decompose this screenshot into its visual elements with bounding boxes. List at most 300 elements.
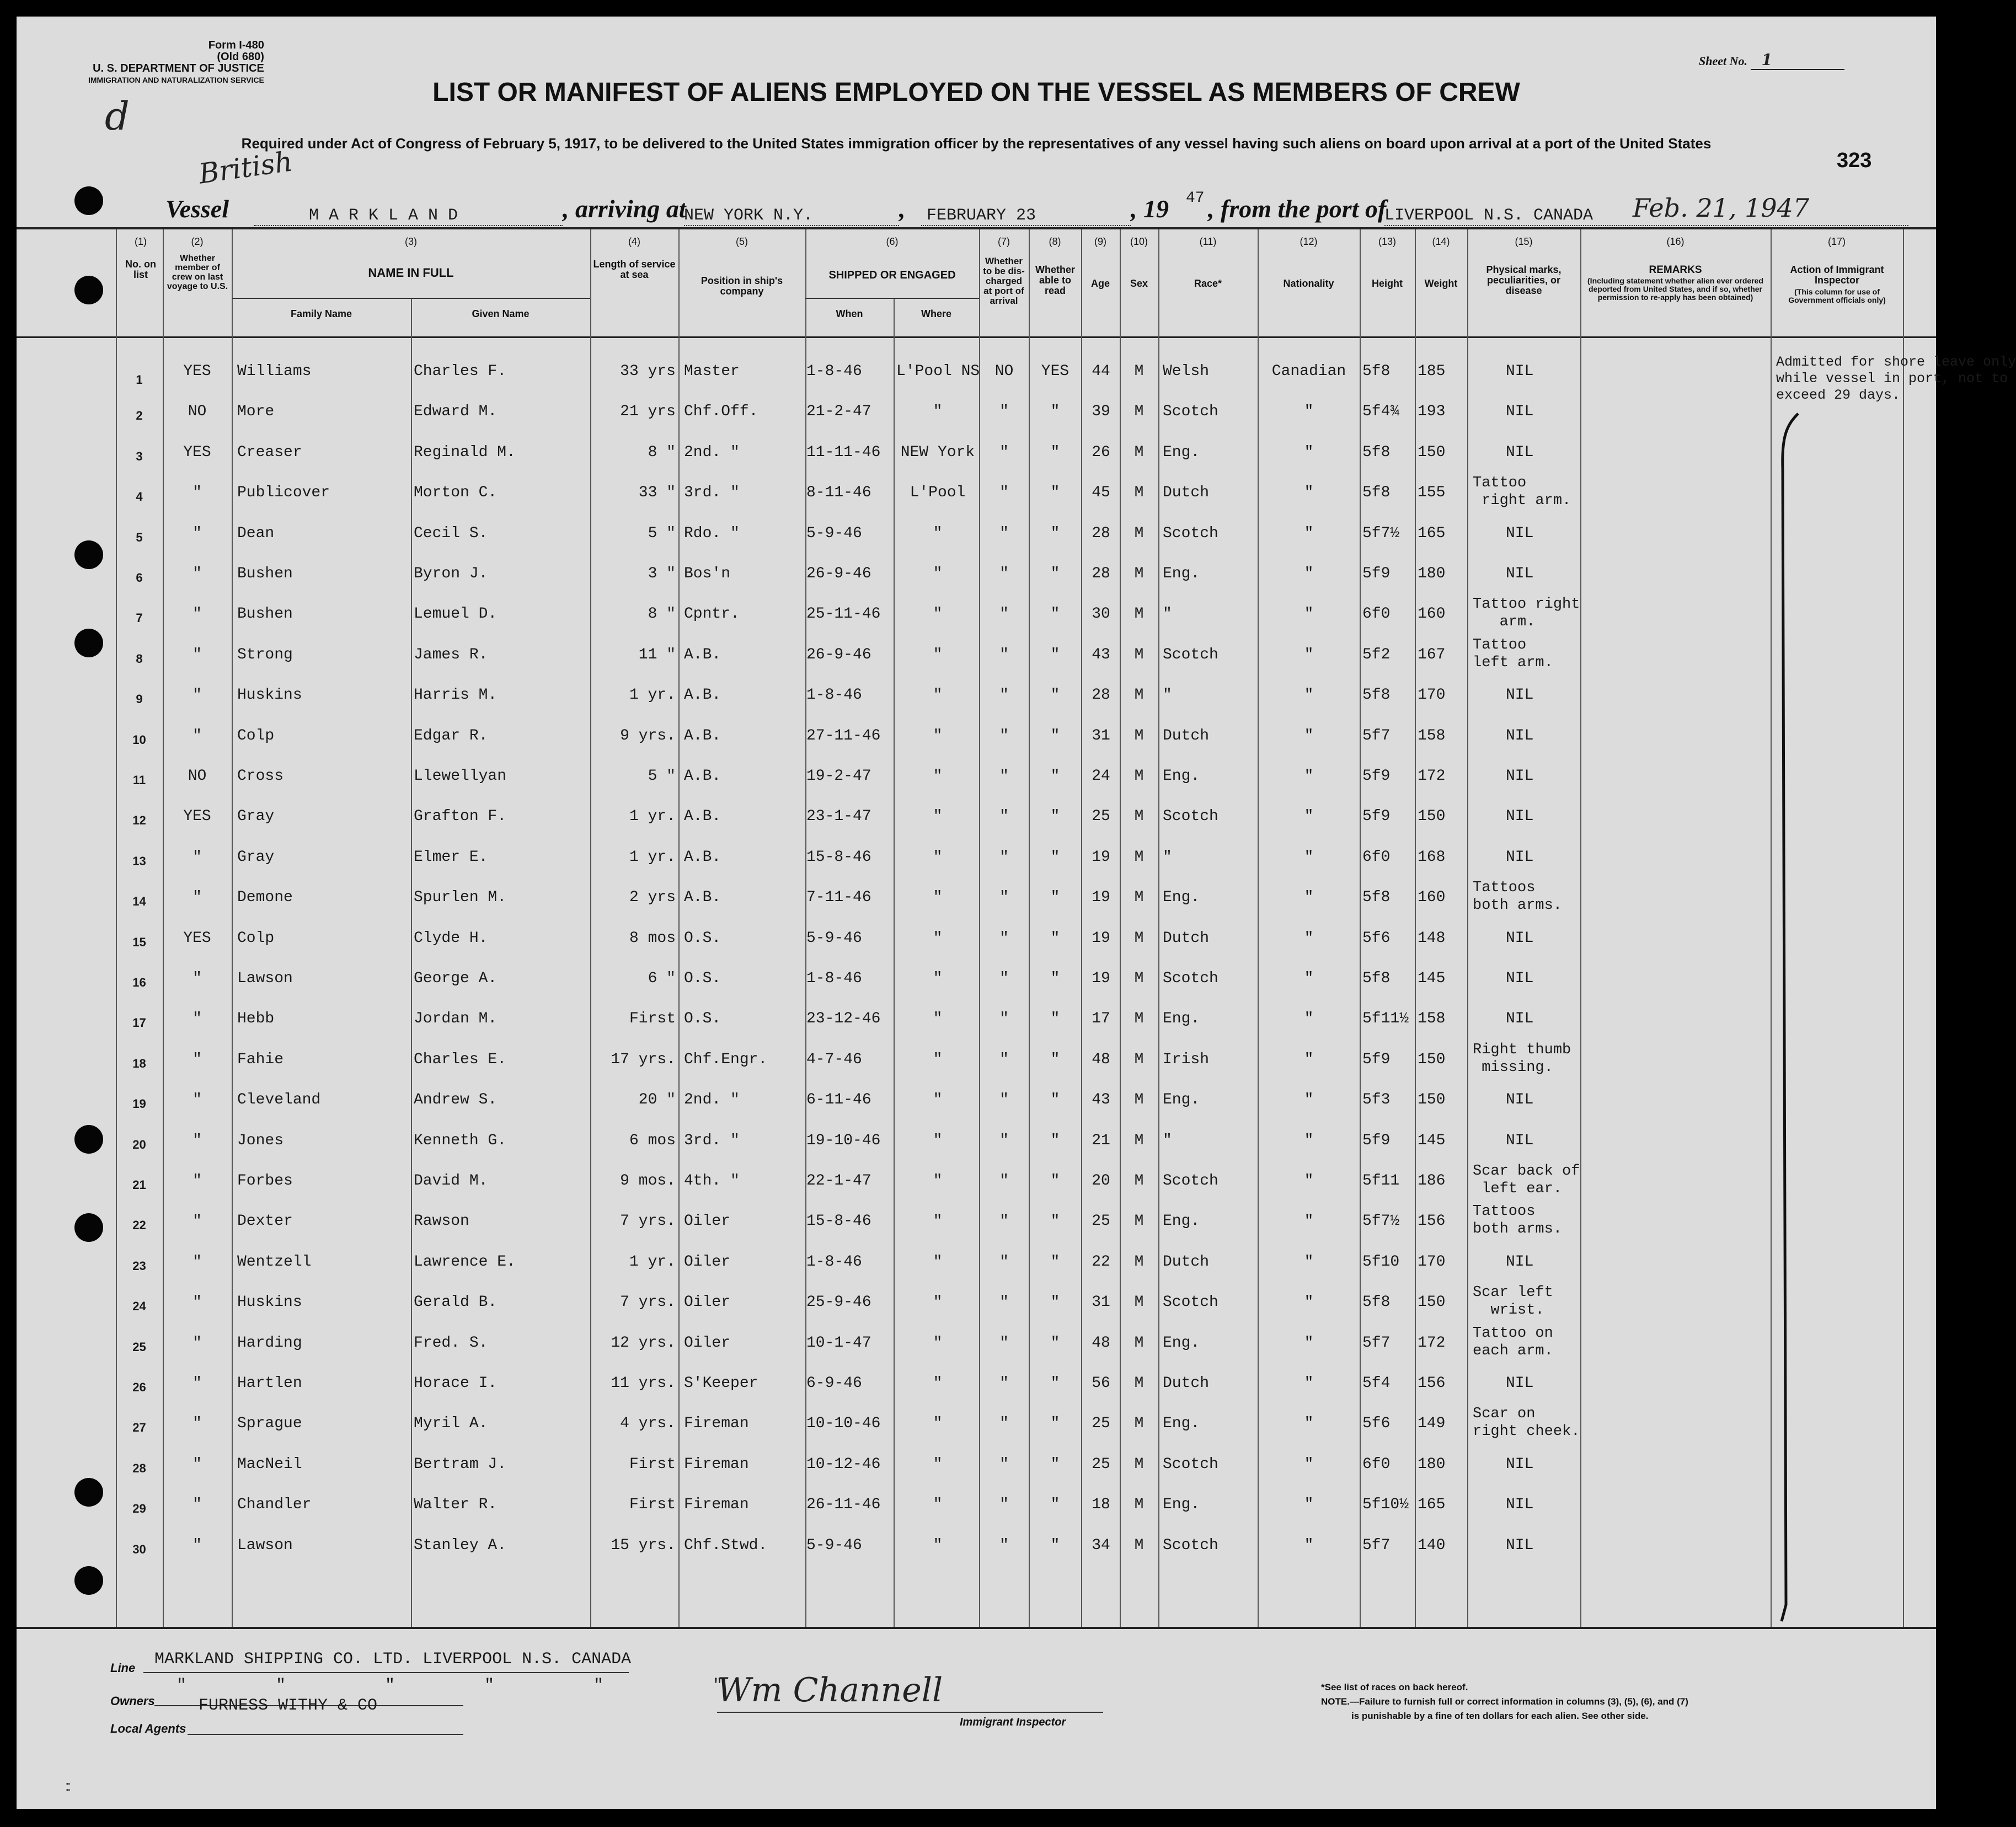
col-physical: Physical marks, peculiarities, or disease — [1486, 264, 1562, 296]
table-row — [17, 1326, 1936, 1364]
cell-position: Oiler — [684, 1253, 731, 1271]
cell-physical-marks: NIL — [1506, 443, 1534, 461]
cell-physical-marks: NIL — [1506, 565, 1534, 582]
cell-sex: M — [1134, 1132, 1144, 1149]
col-num: (9) — [1094, 236, 1106, 247]
cell-row-number: 18 — [132, 1056, 146, 1070]
cell-height: 5f3 — [1362, 1091, 1391, 1109]
cell-able-read: " — [1050, 1375, 1060, 1392]
year-suffix: 47 — [1186, 190, 1205, 207]
cell-able-read: " — [1050, 889, 1060, 907]
cell-when: 1-8-46 — [806, 970, 862, 987]
cell-member: " — [192, 1294, 202, 1311]
cell-weight: 145 — [1418, 1132, 1446, 1149]
cell-height: 5f7½ — [1362, 524, 1400, 542]
table-row — [17, 394, 1936, 433]
table-row — [17, 1366, 1936, 1405]
cell-nationality: " — [1304, 443, 1314, 461]
col-no-on-list: No. on list — [125, 259, 156, 280]
cell-race: " — [1163, 687, 1172, 704]
cell-physical-marks: NIL — [1506, 808, 1534, 826]
cell-member: " — [192, 646, 202, 663]
cell-family-name: Colp — [237, 727, 275, 744]
cell-position: O.S. — [684, 970, 721, 987]
cell-member: " — [192, 524, 202, 542]
cell-discharged: " — [999, 1496, 1009, 1514]
cell-sex: M — [1134, 1091, 1144, 1109]
margin-mark: d — [105, 94, 130, 139]
cell-given-name: Elmer E. — [414, 848, 488, 866]
year-prefix: , 19 — [1131, 195, 1169, 223]
cell-when: 10-10-46 — [806, 1415, 881, 1433]
col-num: (5) — [736, 236, 748, 247]
cell-member: " — [192, 606, 202, 623]
cell-able-read: " — [1050, 1294, 1060, 1311]
cell-age: 56 — [1092, 1375, 1110, 1392]
cell-age: 31 — [1092, 1294, 1110, 1311]
cell-weight: 148 — [1418, 929, 1446, 947]
cell-race: Eng. — [1163, 1091, 1200, 1109]
cell-weight: 150 — [1418, 1051, 1446, 1068]
cell-length-service: 21 yrs — [620, 403, 676, 421]
cell-race: " — [1163, 848, 1172, 866]
cell-member: " — [192, 727, 202, 744]
cell-length-service: 1 yr. — [629, 687, 676, 704]
service: IMMIGRATION AND NATURALIZATION SERVICE — [88, 76, 264, 84]
cell-able-read: " — [1050, 768, 1060, 785]
cell-age: 20 — [1092, 1172, 1110, 1190]
cell-family-name: More — [237, 403, 275, 421]
cell-nationality: " — [1304, 1496, 1314, 1514]
cell-where: " — [933, 646, 943, 663]
cell-position: O.S. — [684, 929, 721, 947]
cell-sex: M — [1134, 403, 1144, 421]
cell-weight: 167 — [1418, 646, 1446, 663]
department: U. S. DEPARTMENT OF JUSTICE — [93, 62, 264, 74]
cell-physical-marks: NIL — [1506, 929, 1534, 947]
cell-position: A.B. — [684, 727, 721, 744]
cell-age: 19 — [1092, 929, 1110, 947]
cell-height: 5f9 — [1362, 1132, 1391, 1149]
cell-discharged: " — [999, 1536, 1009, 1554]
vessel-line: Vessel M A R K L A N D , arriving at NEW YORK N.Y. , FEBRUARY 23 , 19 47 , from the port of LIVERPOOL N.S. CANADA Feb. 21, 1947 — [17, 182, 1936, 232]
cell-where: " — [933, 1415, 943, 1433]
cell-family-name: Dexter — [237, 1213, 293, 1230]
subtitle: Required under Act of Congress of February 5, 1917, to be delivered to the United States immigration officer by the representatives of any vessel having such aliens on board upon arrival at a port of the United States — [241, 135, 1712, 152]
cell-length-service: 7 yrs. — [620, 1213, 676, 1230]
col-able-read: Whether able to read — [1035, 264, 1075, 296]
cell-position: Master — [684, 363, 740, 380]
table-row — [17, 1487, 1936, 1526]
cell-family-name: Colp — [237, 929, 275, 947]
cell-weight: 150 — [1418, 808, 1446, 826]
cell-able-read: " — [1050, 848, 1060, 866]
cell-where: " — [933, 848, 943, 866]
cell-physical-marks: NIL — [1506, 687, 1534, 704]
cell-physical-marks: Tattoo left arm. — [1473, 636, 1553, 671]
cell-weight: 140 — [1418, 1536, 1446, 1554]
cell-where: " — [933, 808, 943, 826]
cell-when: 22-1-47 — [806, 1172, 871, 1190]
cell-member: YES — [183, 808, 211, 826]
table-row — [17, 354, 1936, 393]
cell-given-name: Kenneth G. — [414, 1132, 507, 1149]
cell-weight: 158 — [1418, 727, 1446, 744]
cell-height: 5f10 — [1362, 1253, 1400, 1271]
cell-race: Dutch — [1163, 1253, 1210, 1271]
remark-row-1: Admitted for shore leave only while vessel in port, not to exceed 29 days. — [1776, 354, 2016, 403]
cell-row-number: 30 — [132, 1542, 146, 1556]
table-row — [17, 1123, 1936, 1162]
cell-member: NO — [188, 768, 207, 785]
cell-family-name: Dean — [237, 524, 275, 542]
cell-physical-marks: Scar left wrist. — [1473, 1284, 1553, 1319]
cell-family-name: Cleveland — [237, 1091, 321, 1109]
cell-able-read: " — [1050, 970, 1060, 987]
punch-hole — [74, 1566, 103, 1595]
cell-height: 5f9 — [1362, 768, 1391, 785]
cell-age: 26 — [1092, 443, 1110, 461]
arriving-label: , arriving at — [563, 195, 686, 223]
cell-physical-marks: NIL — [1506, 1455, 1534, 1473]
cell-position: Oiler — [684, 1294, 731, 1311]
vessel-label: Vessel — [165, 195, 229, 223]
cell-given-name: Charles F. — [414, 363, 507, 380]
table-row — [17, 719, 1936, 757]
cell-sex: M — [1134, 1051, 1144, 1068]
cell-discharged: " — [999, 889, 1009, 907]
cell-physical-marks: NIL — [1506, 970, 1534, 987]
cell-given-name: Spurlen M. — [414, 889, 507, 907]
cell-where: " — [933, 1334, 943, 1352]
cell-race: Dutch — [1163, 484, 1210, 502]
cell-position: Fireman — [684, 1415, 749, 1433]
from-port: LIVERPOOL N.S. CANADA — [1384, 206, 1593, 225]
cell-weight: 165 — [1418, 524, 1446, 542]
cell-given-name: Myril A. — [414, 1415, 488, 1433]
inspector-label: Immigrant Inspector — [960, 1716, 1066, 1728]
cell-member: YES — [183, 443, 211, 461]
cell-age: 44 — [1092, 363, 1110, 380]
cell-when: 10-12-46 — [806, 1455, 881, 1473]
cell-nationality: " — [1304, 1375, 1314, 1392]
cell-nationality: " — [1304, 565, 1314, 582]
cell-nationality: " — [1304, 889, 1314, 907]
cell-nationality: " — [1304, 929, 1314, 947]
cell-member: " — [192, 1375, 202, 1392]
cell-member: " — [192, 1051, 202, 1068]
cell-family-name: Forbes — [237, 1172, 293, 1190]
cell-position: 3rd. " — [684, 1132, 740, 1149]
cell-row-number: 10 — [132, 732, 146, 747]
table-row — [17, 1245, 1936, 1283]
col-when: When — [836, 308, 863, 319]
cell-physical-marks: NIL — [1506, 403, 1534, 421]
cell-discharged: " — [999, 970, 1009, 987]
cell-sex: M — [1134, 889, 1144, 907]
cell-sex: M — [1134, 1415, 1144, 1433]
cell-position: A.B. — [684, 646, 721, 663]
cell-length-service: First — [629, 1496, 676, 1514]
cell-row-number: 2 — [136, 409, 143, 423]
col-num: (16) — [1666, 236, 1685, 247]
cell-nationality: " — [1304, 646, 1314, 663]
cell-sex: M — [1134, 606, 1144, 623]
cell-family-name: Demone — [237, 889, 293, 907]
table-row — [17, 435, 1936, 474]
cell-race: Scotch — [1163, 808, 1218, 826]
cell-length-service: 8 " — [648, 443, 676, 461]
cell-able-read: " — [1050, 1253, 1060, 1271]
cell-discharged: " — [999, 768, 1009, 785]
handwritten-date: Feb. 21, 1947 — [1633, 193, 1810, 223]
cell-row-number: 8 — [136, 651, 143, 666]
cell-height: 5f7 — [1362, 1536, 1391, 1554]
cell-member: " — [192, 848, 202, 866]
cell-length-service: 1 yr. — [629, 848, 676, 866]
cell-age: 31 — [1092, 727, 1110, 744]
cell-age: 22 — [1092, 1253, 1110, 1271]
cell-where: " — [933, 1051, 943, 1068]
table-row — [17, 921, 1936, 960]
cell-where: " — [933, 970, 943, 987]
cell-member: " — [192, 1455, 202, 1473]
cell-nationality: " — [1304, 1253, 1314, 1271]
cell-height: 5f8 — [1362, 687, 1391, 704]
cell-physical-marks: NIL — [1506, 1132, 1534, 1149]
cell-where: NEW York — [900, 443, 975, 461]
cell-length-service: 2 yrs — [629, 889, 676, 907]
cell-age: 19 — [1092, 970, 1110, 987]
table-row — [17, 1447, 1936, 1486]
cell-family-name: Gray — [237, 848, 275, 866]
cell-able-read: " — [1050, 524, 1060, 542]
cell-position: S'Keeper — [684, 1375, 758, 1392]
cell-family-name: Huskins — [237, 1294, 302, 1311]
cell-physical-marks: Tattoo on each arm. — [1473, 1325, 1553, 1359]
cell-length-service: 12 yrs. — [611, 1334, 676, 1352]
cell-nationality: " — [1304, 848, 1314, 866]
cell-nationality: " — [1304, 1536, 1314, 1554]
col-action: Action of Immigrant Inspector — [1790, 264, 1884, 286]
cell-position: Chf.Engr. — [684, 1051, 768, 1068]
cell-sex: M — [1134, 1213, 1144, 1230]
cell-given-name: Edgar R. — [414, 727, 488, 744]
cell-able-read: " — [1050, 727, 1060, 744]
cell-physical-marks: Tattoo right arm. — [1473, 596, 1580, 631]
cell-able-read: " — [1050, 403, 1060, 421]
cell-member: " — [192, 687, 202, 704]
table-row — [17, 516, 1936, 555]
page-number: 323 — [1837, 149, 1872, 172]
cell-position: A.B. — [684, 768, 721, 785]
cell-when: 27-11-46 — [806, 727, 881, 744]
cell-sex: M — [1134, 1375, 1144, 1392]
cell-when: 4-7-46 — [806, 1051, 862, 1068]
cell-weight: 170 — [1418, 687, 1446, 704]
fine-note: is punishable by a fine of ten dollars for each alien. See other side. — [1351, 1711, 1649, 1721]
cell-length-service: 6 mos — [629, 1132, 676, 1149]
cell-when: 21-2-47 — [806, 403, 871, 421]
cell-member: " — [192, 1010, 202, 1028]
cell-when: 6-9-46 — [806, 1375, 862, 1392]
cell-able-read: " — [1050, 1455, 1060, 1473]
cell-race: Welsh — [1163, 363, 1210, 380]
cell-weight: 160 — [1418, 889, 1446, 907]
col-num: (6) — [886, 236, 899, 247]
col-position: Position in ship's company — [700, 275, 783, 297]
cell-height: 5f4 — [1362, 1375, 1391, 1392]
cell-height: 5f2 — [1362, 646, 1391, 663]
cell-family-name: Fahie — [237, 1051, 284, 1068]
cell-race: Dutch — [1163, 727, 1210, 744]
cell-row-number: 6 — [136, 571, 143, 585]
cell-race: Dutch — [1163, 1375, 1210, 1392]
col-shipped: SHIPPED OR ENGAGED — [828, 269, 956, 281]
cell-age: 39 — [1092, 403, 1110, 421]
cell-family-name: MacNeil — [237, 1455, 302, 1473]
cell-row-number: 16 — [132, 976, 146, 989]
arriving-port: NEW YORK N.Y. — [684, 206, 814, 225]
cell-given-name: Walter R. — [414, 1496, 498, 1514]
cell-row-number: 4 — [136, 490, 143, 504]
col-remarks: REMARKS — [1649, 264, 1702, 276]
cell-nationality: " — [1304, 1334, 1314, 1352]
cell-physical-marks: Tattoo right arm. — [1473, 475, 1571, 510]
cell-age: 18 — [1092, 1496, 1110, 1514]
cell-when: 8-11-46 — [806, 484, 871, 502]
cell-sex: M — [1134, 524, 1144, 542]
cell-given-name: Fred. S. — [414, 1334, 488, 1352]
cell-height: 5f9 — [1362, 808, 1391, 826]
cell-position: A.B. — [684, 808, 721, 826]
cell-sex: M — [1134, 1496, 1144, 1514]
cell-weight: 165 — [1418, 1496, 1446, 1514]
cell-row-number: 3 — [136, 449, 143, 463]
cell-discharged: " — [999, 524, 1009, 542]
cell-sex: M — [1134, 646, 1144, 663]
cell-race: Eng. — [1163, 1010, 1200, 1028]
cell-height: 5f8 — [1362, 970, 1391, 987]
cell-nationality: " — [1304, 1294, 1314, 1311]
cell-race: Scotch — [1163, 403, 1218, 421]
cell-able-read: " — [1050, 1496, 1060, 1514]
cell-age: 25 — [1092, 1213, 1110, 1230]
cell-given-name: Stanley A. — [414, 1536, 507, 1554]
table-row — [17, 759, 1936, 797]
cell-physical-marks: NIL — [1506, 1375, 1534, 1392]
col-sex: Sex — [1130, 278, 1148, 289]
cell-row-number: 21 — [132, 1178, 146, 1192]
cell-able-read: " — [1050, 1051, 1060, 1068]
col-num: (17) — [1827, 236, 1846, 247]
col-num: (12) — [1300, 236, 1318, 247]
cell-race: Eng. — [1163, 768, 1200, 785]
cell-row-number: 23 — [132, 1258, 146, 1273]
cell-weight: 180 — [1418, 565, 1446, 582]
cell-sex: M — [1134, 565, 1144, 582]
cell-weight: 172 — [1418, 768, 1446, 785]
cell-physical-marks: NIL — [1506, 1010, 1534, 1028]
cell-when: 23-1-47 — [806, 808, 871, 826]
table-row — [17, 799, 1936, 838]
cell-race: Eng. — [1163, 889, 1200, 907]
cell-age: 43 — [1092, 1091, 1110, 1109]
col-num: (8) — [1049, 236, 1061, 247]
form-number: Form I-480 — [208, 39, 264, 51]
punch-hole — [74, 276, 103, 304]
cell-where: " — [933, 1294, 943, 1311]
table-row — [17, 961, 1936, 1000]
cell-row-number: 29 — [132, 1502, 146, 1516]
cell-nationality: " — [1304, 808, 1314, 826]
printer-mark: ▪▪ ▪▪ — [66, 1781, 71, 1793]
cell-length-service: 8 mos — [629, 929, 676, 947]
cell-row-number: 12 — [132, 813, 146, 828]
cell-age: 34 — [1092, 1536, 1110, 1554]
cell-sex: M — [1134, 768, 1144, 785]
sheet-value: 1 — [1751, 51, 1844, 70]
cell-family-name: Sprague — [237, 1415, 302, 1433]
table-row — [17, 556, 1936, 595]
cell-family-name: Bushen — [237, 565, 293, 582]
agents-value: FURNESS WITHY & CO — [199, 1696, 378, 1715]
cell-family-name: Publicover — [237, 484, 330, 502]
cell-given-name: Lemuel D. — [414, 606, 498, 623]
col-age: Age — [1090, 278, 1110, 289]
cell-family-name: Williams — [237, 363, 312, 380]
cell-member: " — [192, 1496, 202, 1514]
cell-sex: M — [1134, 1172, 1144, 1190]
cell-age: 25 — [1092, 1415, 1110, 1433]
cell-sex: M — [1134, 970, 1144, 987]
cell-able-read: " — [1050, 646, 1060, 663]
col-weight: Weight — [1424, 278, 1458, 289]
cell-where: " — [933, 1172, 943, 1190]
line-label: Line — [110, 1661, 136, 1675]
col-race: Race* — [1194, 278, 1222, 289]
cell-where: " — [933, 1132, 943, 1149]
cell-member: " — [192, 970, 202, 987]
cell-able-read: " — [1050, 1415, 1060, 1433]
cell-where: " — [933, 1010, 943, 1028]
cell-given-name: Lawrence E. — [414, 1253, 516, 1271]
cell-given-name: Gerald B. — [414, 1294, 498, 1311]
cell-given-name: Rawson — [414, 1213, 469, 1230]
cell-age: 48 — [1092, 1334, 1110, 1352]
cell-discharged: " — [999, 1415, 1009, 1433]
cell-position: 4th. " — [684, 1172, 740, 1190]
table-row — [17, 597, 1936, 635]
cell-where: " — [933, 768, 943, 785]
cell-physical-marks: NIL — [1506, 1536, 1534, 1554]
cell-sex: M — [1134, 1536, 1144, 1554]
cell-discharged: " — [999, 1132, 1009, 1149]
cell-row-number: 7 — [136, 611, 143, 625]
cell-when: 5-9-46 — [806, 1536, 862, 1554]
cell-age: 21 — [1092, 1132, 1110, 1149]
cell-physical-marks: NIL — [1506, 524, 1534, 542]
cell-member: " — [192, 1132, 202, 1149]
cell-family-name: Jones — [237, 1132, 284, 1149]
cell-when: 26-9-46 — [806, 565, 871, 582]
cell-sex: M — [1134, 1010, 1144, 1028]
cell-race: " — [1163, 1132, 1172, 1149]
col-num: (15) — [1515, 236, 1533, 247]
table-row — [17, 1406, 1936, 1445]
cell-sex: M — [1134, 484, 1144, 502]
col-name-in-full: NAME IN FULL — [368, 266, 454, 280]
